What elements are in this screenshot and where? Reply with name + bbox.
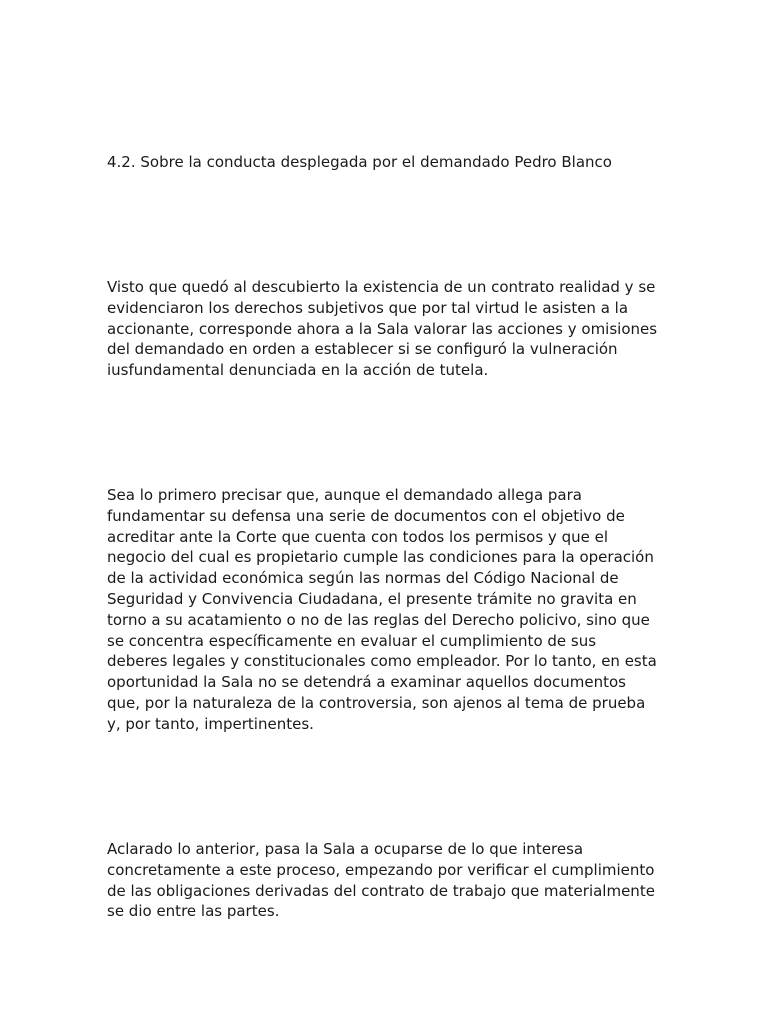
paragraph-line: fundamentar su defensa una serie de documentos con el objetivo de	[107, 506, 625, 525]
paragraph-line: evidenciaron los derechos subjetivos que por tal virtud le asisten a la	[107, 298, 629, 317]
paragraph-line: se concentra específicamente en evaluar el cumplimiento de sus	[107, 631, 597, 650]
paragraph-line: Sea lo primero precisar que, aunque el demandado allega para	[107, 486, 582, 504]
paragraph-line: negocio del cual es propietario cumple las condiciones para la operación	[107, 548, 654, 567]
section-heading-text: 4.2. Sobre la conducta desplegada por el demandado Pedro Blanco	[107, 153, 612, 171]
paragraph-line: oportunidad la Sala no se detendrá a examinar aquellos documentos	[107, 673, 626, 692]
paragraph-line: de la actividad económica según las normas del Código Nacional de	[107, 569, 619, 588]
paragraph-line: torno a su acatamiento o no de las reglas del Derecho policivo, sino que	[107, 610, 650, 629]
paragraph-line: de las obligaciones derivadas del contrato de trabajo que materialmente	[107, 881, 655, 900]
paragraph-line: Visto que quedó al descubierto la existencia de un contrato realidad y se	[107, 278, 656, 296]
paragraph-line: Aclarado lo anterior, pasa la Sala a ocuparse de lo que interesa	[107, 840, 584, 858]
paragraph-line: deberes legales y constitucionales como empleador. Por lo tanto, en esta	[107, 652, 657, 671]
paragraph-1	[107, 277, 667, 381]
paragraph-line: accionante, corresponde ahora a la Sala valorar las acciones y omisiones	[107, 319, 658, 338]
paragraph-line: acreditar ante la Corte que cuenta con todos los permisos y que el	[107, 527, 608, 546]
paragraph-line: se dio entre las partes.	[107, 902, 280, 921]
section-heading	[107, 152, 667, 173]
paragraph-line: que, por la naturaleza de la controversia, son ajenos al tema de prueba	[107, 693, 646, 712]
paragraph-3	[107, 839, 667, 922]
paragraph-line: Seguridad y Convivencia Ciudadana, el presente trámite no gravita en	[107, 589, 637, 608]
paragraph-line: y, por tanto, impertinentes.	[107, 714, 314, 733]
paragraph-line: iusfundamental denunciada en la acción de tutela.	[107, 361, 489, 380]
paragraph-line: del demandado en orden a establecer si se configuró la vulneración	[107, 340, 618, 359]
paragraph-line: concretamente a este proceso, empezando por verificar el cumplimiento	[107, 860, 655, 879]
paragraph-2	[107, 485, 667, 735]
